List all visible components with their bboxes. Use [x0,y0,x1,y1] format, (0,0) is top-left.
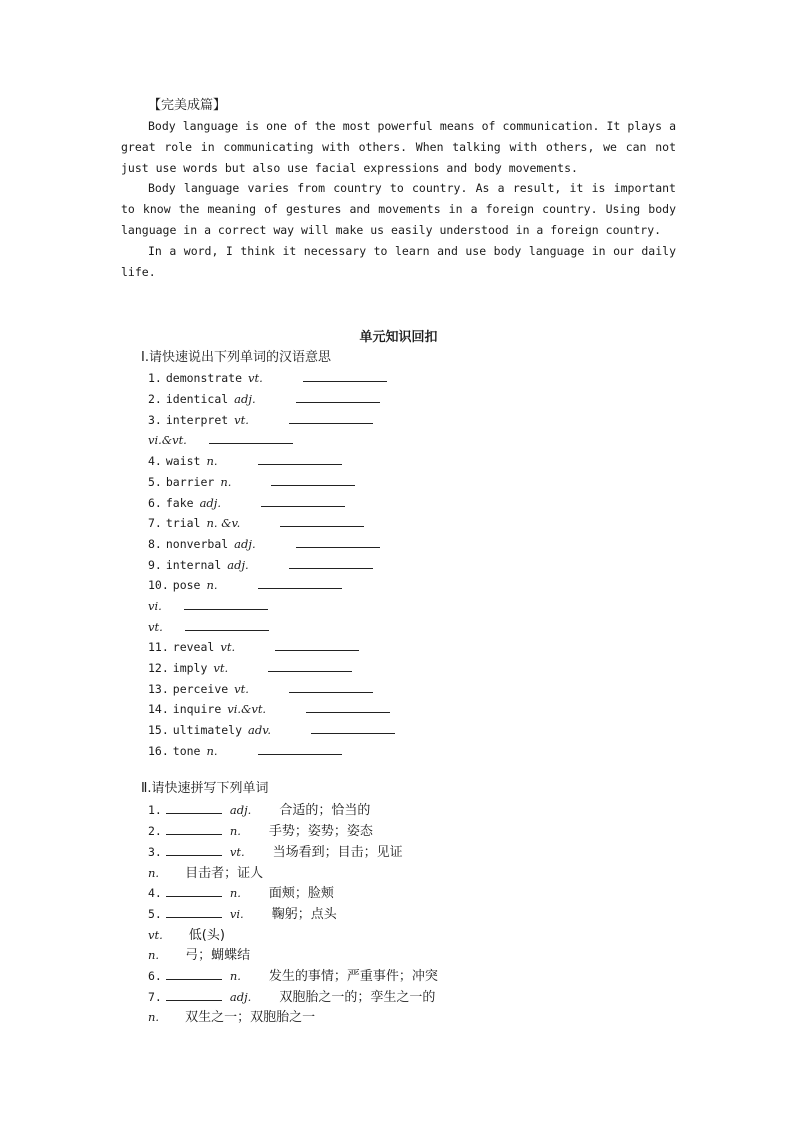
item-number: 7. [148,516,162,531]
vocab-row [148,617,676,638]
part-of-speech: n. &v. [206,516,241,531]
vocab-word: trial [165,516,201,531]
chinese-meaning: 当场看到；目击；见证 [272,844,403,860]
item-number: 10. [148,578,169,593]
item-number: 14. [148,702,169,717]
answer-blank[interactable] [275,637,359,651]
part-of-speech: adv. [248,723,272,738]
part-of-speech: adj. [229,803,252,818]
essay-heading: 【完美成篇】 [148,98,227,113]
part-of-speech: n. [229,886,241,901]
spelling-row [148,799,676,820]
part-of-speech: vt. [148,927,163,942]
part-of-speech: n. [229,968,241,983]
part-of-speech: n. [206,743,218,758]
vocab-row [148,679,676,700]
spelling-row [148,1006,676,1027]
spelling-row [148,965,676,986]
vocab-word: tone [172,743,201,758]
part-of-speech: n. [229,824,241,839]
part-of-speech: vt. [234,412,249,427]
vocab-word: internal [165,557,222,572]
answer-blank[interactable] [258,451,342,465]
part-of-speech: n. [148,1010,160,1025]
part-of-speech: n. [148,865,160,880]
vocab-word: pose [172,578,201,593]
item-number: 5. [148,906,162,921]
vocab-row [148,430,676,451]
part-of-speech: adj. [227,557,249,572]
vocab-row [148,699,676,720]
review-title: 单元知识回扣 [359,330,438,346]
vocab-row [148,575,676,596]
section2-title: Ⅱ.请快速拼写下列单词 [141,781,269,797]
item-number: 3. [148,844,162,859]
vocab-row [148,410,676,431]
part-of-speech: vi. [148,598,162,613]
vocab-row [148,534,676,555]
item-number: 8. [148,536,162,551]
answer-blank[interactable] [271,472,355,486]
section1-list [148,368,676,761]
part-of-speech: vt. [220,640,236,655]
item-number: 6. [148,495,162,510]
item-number: 5. [148,474,162,489]
answer-blank[interactable] [289,555,373,569]
answer-blank[interactable] [166,966,222,980]
chinese-meaning: 面颊；脸颊 [268,886,334,902]
vocab-word: perceive [172,681,229,696]
item-number: 6. [148,968,162,983]
answer-blank[interactable] [166,987,222,1001]
vocab-word: waist [165,454,201,469]
spelling-row [148,820,676,841]
chinese-meaning: 手势；姿势；姿态 [268,824,373,840]
part-of-speech: adj. [229,989,252,1004]
answer-blank[interactable] [296,389,380,403]
item-number: 3. [148,412,162,427]
item-number: 1. [148,803,162,818]
part-of-speech: adj. [199,495,222,510]
answer-blank[interactable] [166,842,222,856]
vocab-row [148,451,676,472]
part-of-speech: adj. [234,536,256,551]
part-of-speech: vt. [229,844,245,859]
vocab-word: identical [165,392,229,407]
vocab-word: inquire [172,702,222,717]
vocab-word: nonverbal [165,536,229,551]
vocab-word: demonstrate [165,371,243,386]
answer-blank[interactable] [311,720,395,734]
answer-blank[interactable] [166,821,222,835]
answer-blank[interactable] [166,883,222,897]
item-number: 2. [148,824,162,839]
item-number: 1. [148,371,162,386]
answer-blank[interactable] [184,596,268,610]
answer-blank[interactable] [185,617,269,631]
vocab-row [148,741,676,762]
answer-blank[interactable] [166,904,222,918]
vocab-word: imply [172,661,208,675]
vocab-row [148,596,676,617]
vocab-word: reveal [172,640,215,655]
answer-blank[interactable] [261,493,345,507]
page [121,96,676,1027]
spelling-row [148,986,676,1007]
vocab-row [148,658,676,679]
answer-blank[interactable] [268,658,352,672]
vocab-row [148,637,676,658]
answer-blank[interactable] [258,575,342,589]
item-number: 9. [148,557,162,572]
vocab-word: barrier [165,474,215,489]
answer-blank[interactable] [289,410,373,424]
item-number: 11. [148,640,169,655]
answer-blank[interactable] [303,368,387,382]
vocab-row [148,555,676,576]
item-number: 2. [148,392,162,407]
spelling-row [148,862,676,883]
chinese-meaning: 低(头) [188,927,225,943]
part-of-speech: vi.&vt. [227,702,267,717]
section2-list [148,799,676,1027]
answer-blank[interactable] [280,513,364,527]
vocab-row [148,720,676,741]
part-of-speech: n. [148,948,160,963]
part-of-speech: vi.&vt. [148,433,187,448]
item-number: 15. [148,723,169,738]
section1-title: Ⅰ.请快速说出下列单词的汉语意思 [141,350,331,366]
part-of-speech: vt. [213,661,229,675]
vocab-row [148,389,676,410]
chinese-meaning: 弓；蝴蝶结 [185,948,251,964]
part-of-speech: vt. [148,619,163,634]
answer-blank[interactable] [258,741,342,755]
essay-paragraph-2: Body language varies from country to country. As a result, it is important to know the meaning of gestures and movements in a foreign country. Using body language in a correct way will make us easily understood in a foreign country. [121,181,676,237]
item-number: 7. [148,989,162,1004]
vocab-row [148,368,676,389]
item-number: 13. [148,681,169,696]
spelling-row [148,924,676,945]
part-of-speech: n. [206,578,218,593]
spelling-row [148,882,676,903]
answer-blank[interactable] [209,430,293,444]
item-number: 4. [148,454,162,469]
chinese-meaning: 目击者；证人 [185,865,264,881]
part-of-speech: adj. [234,392,256,407]
answer-blank[interactable] [306,699,390,713]
chinese-meaning: 双生之一；双胞胎之一 [185,1010,316,1026]
item-number: 12. [148,661,169,675]
part-of-speech: vt. [248,371,263,386]
item-number: 16. [148,743,169,758]
part-of-speech: n. [206,454,218,469]
chinese-meaning: 合适的；恰当的 [279,803,371,819]
vocab-word: fake [165,495,194,510]
answer-blank[interactable] [296,534,380,548]
answer-blank[interactable] [166,800,222,814]
part-of-speech: vt. [234,681,249,696]
answer-blank[interactable] [289,679,373,693]
essay-paragraph-3: In a word, I think it necessary to learn and use body language in our daily life. [121,243,676,279]
vocab-row [148,472,676,493]
vocab-word: ultimately [172,723,243,738]
vocab-word: interpret [165,412,229,427]
chinese-meaning: 双胞胎之一的；孪生之一的 [279,989,436,1005]
essay-paragraph-1: Body language is one of the most powerful means of communication. It plays a great role in communicating with others. When talking with others, we can not just use words but also use facial expressions and body movements. [121,119,676,175]
part-of-speech: vi. [229,906,244,921]
chinese-meaning: 鞠躬；点头 [271,906,337,922]
spelling-row [148,903,676,924]
chinese-meaning: 发生的事情；严重事件；冲突 [268,968,438,984]
spelling-row [148,944,676,965]
spelling-row [148,841,676,862]
item-number: 4. [148,886,162,901]
vocab-row [148,513,676,534]
vocab-row [148,493,676,514]
part-of-speech: n. [220,474,232,489]
